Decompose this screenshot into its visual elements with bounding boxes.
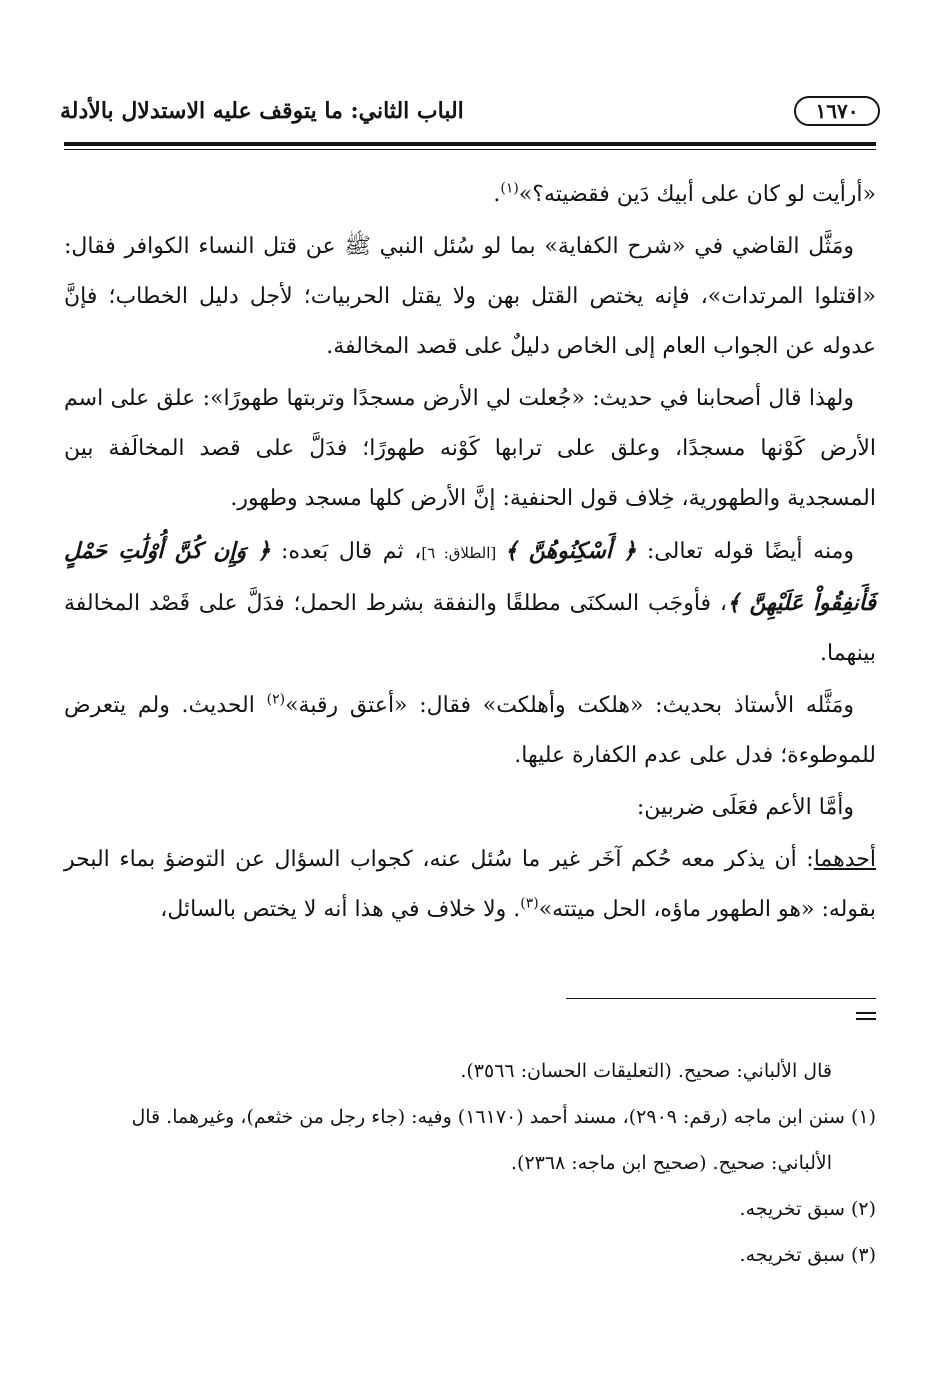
verse-reference: [الطلاق: ٦] [421,544,505,562]
footnote-continuation: قال الألباني: صحيح. (التعليقات الحسان: ٣٥٦٦). [460,1060,832,1082]
header-rule-thick [64,142,876,146]
paragraph-1 [64,170,876,220]
paragraph-5 [64,681,876,781]
main-text [64,170,876,937]
quran-verse-1: ﴿ أَسْكِنُوهُنَّ ﴾ [504,538,637,564]
text-run: ، ثم قال بَعده: [270,539,422,564]
footnote-separator [566,998,876,999]
quran-verse-2: ﴿ وَإِن كُنَّ أُوْلَٰتِ حَمْلٍ فَأَنفِقُواْ عَلَيْهِنَّ ﴾ [64,538,876,616]
text-run: : أن يذكر معه حُكم آخَر غير ما سُئل عنه، كجواب السؤال عن التوضؤ بماء البحر بقوله: «هو الطهور ماؤه، الحل ميتته» [64,847,876,922]
lead-term: أحدهما [813,847,876,872]
footnotes [64,1048,876,1278]
text-run: ومنه أيضًا قوله تعالى: [636,539,855,564]
quote-text: «أرأيت لو كان على أبيك دَين فقضيته؟» [518,182,876,207]
text-run: الحديث. ولم يتعرض للموطوءة؛ فدل على عدم الكفارة عليها. [64,693,876,768]
footnote-2: (٢) سبق تخريجه. [739,1198,876,1220]
paragraph-7 [64,835,876,935]
footnote-ref-3: (٣) [520,895,539,912]
paragraph-2: ومَثَّل القاضي في «شرح الكفاية» بما لو سُئل النبي ﷺ عن قتل النساء الكوافر فقال: «اقتلوا المرتدات»، فإنه يختص القتل بهن ولا يقتل الحربيات؛ لأجل دليل الخطاب؛ فإنَّ عدوله عن الجواب العام إلى الخاص دليلٌ على قصد المخالفة. [64,234,876,359]
text-run: . ولا خلاف في هذا أنه لا يختص بالسائل، [160,897,521,922]
text-run: ، فأوجَب السكنَى مطلقًا والنفقة بشرط الحمل؛ فدَلَّ على قَصْد المخالفة بينهما. [64,591,876,666]
punctuation: . [493,182,501,207]
paragraph-3: ولهذا قال أصحابنا في حديث: «جُعلت لي الأرض مسجدًا وتربتها طهورًا»: علق على اسم الأرض كَوْنها مسجدًا، وعلق على ترابها كَوْنه طهورًا؛ فدَلَّ على قصد المخالَفة بين المسجدية والطهورية، خِلاف قول الحنفية: إنَّ الأرض كلها مسجد وطهور. [64,386,876,511]
footnote-1: (١) سنن ابن ماجه (رقم: ٢٩٠٩)، مسند أحمد (١٦١٧٠) وفيه: (جاء رجل من خثعم)، وغيرهما. قال [131,1106,876,1128]
header-rule-thin [64,149,876,150]
paragraph-6: وأمَّا الأعم فعَلَى ضربين: [636,795,854,820]
footnote-3: (٣) سبق تخريجه. [739,1244,876,1266]
footnote-ref-1: (١) [500,180,519,197]
footnote-ref-2: (٢) [266,691,286,708]
running-title: الباب الثاني: ما يتوقف عليه الاستدلال بالأدلة [60,98,464,124]
text-run: ومَثَّله الأستاذ بحديث: «هلكت وأهلكت» فقال: «أعتق رقبة» [285,693,855,718]
page-header [60,96,880,140]
paragraph-4 [64,526,876,679]
page-number: ١٦٧٠ [794,96,880,126]
footnote-1-continued: الألباني: صحيح. (صحيح ابن ماجه: ٢٣٦٨). [510,1152,832,1174]
continuation-marker [856,1012,876,1020]
